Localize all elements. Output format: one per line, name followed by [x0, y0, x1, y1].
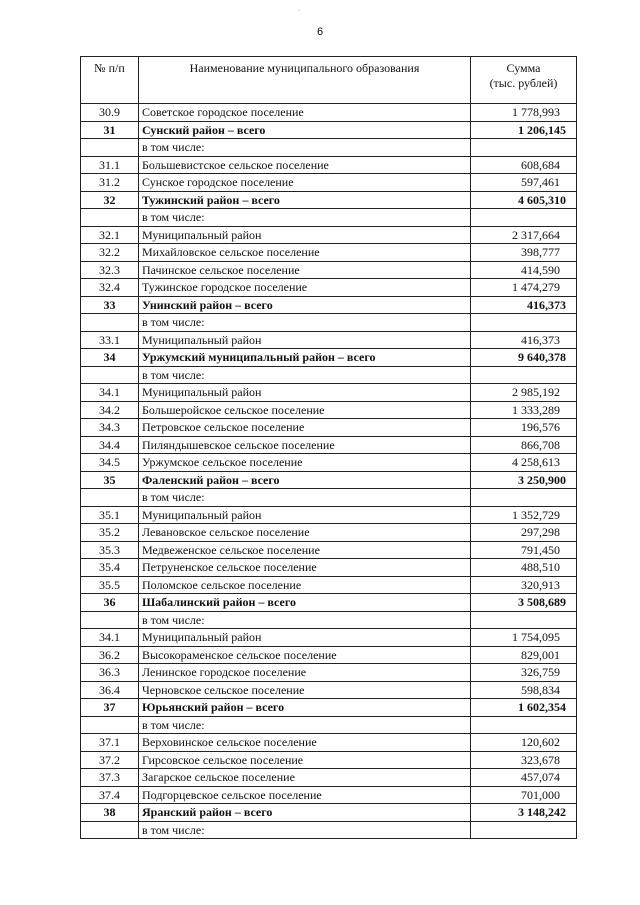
row-name: Муниципальный район [139, 629, 471, 647]
row-name: Большеройское сельское поселение [139, 401, 471, 419]
row-number: 30.9 [81, 104, 139, 122]
row-value: 3 508,689 [471, 594, 577, 612]
row-number: 32.2 [81, 244, 139, 262]
row-name: Сунское городское поселение [139, 174, 471, 192]
row-value: 414,590 [471, 261, 577, 279]
table-row [81, 594, 577, 612]
table-row [81, 664, 577, 682]
row-number [81, 209, 139, 227]
row-number: 34.2 [81, 401, 139, 419]
row-value [471, 139, 577, 157]
table-row [81, 139, 577, 157]
row-number: 35.1 [81, 506, 139, 524]
row-value [471, 314, 577, 332]
row-name: Загарское сельское поселение [139, 769, 471, 787]
row-name: Советское городское поселение [139, 104, 471, 122]
table-row [81, 279, 577, 297]
row-number [81, 489, 139, 507]
table-row [81, 611, 577, 629]
table-row [81, 541, 577, 559]
row-name: Уржумское сельское поселение [139, 454, 471, 472]
row-value: 120,602 [471, 734, 577, 752]
row-value: 608,684 [471, 156, 577, 174]
table-row [81, 471, 577, 489]
row-number [81, 139, 139, 157]
row-value: 1 602,354 [471, 699, 577, 717]
row-number: 38 [81, 804, 139, 822]
row-number: 31 [81, 121, 139, 139]
table-row [81, 296, 577, 314]
row-number: 32.1 [81, 226, 139, 244]
row-value [471, 209, 577, 227]
table-row [81, 104, 577, 122]
header-name: Наименование муниципального образования [139, 57, 471, 104]
table-row [81, 576, 577, 594]
row-number [81, 314, 139, 332]
header-sum-title: Сумма [506, 61, 541, 75]
table-row [81, 244, 577, 262]
row-name: в том числе: [139, 716, 471, 734]
row-name: Пачинское сельское поселение [139, 261, 471, 279]
row-name: Уржумский муниципальный район – всего [139, 349, 471, 367]
row-name: Петруненское сельское поселение [139, 559, 471, 577]
row-value: 1 352,729 [471, 506, 577, 524]
row-number: 37.1 [81, 734, 139, 752]
row-number: 36.3 [81, 664, 139, 682]
row-name: Гирсовское сельское поселение [139, 751, 471, 769]
row-name: Михайловское сельское поселение [139, 244, 471, 262]
row-name: в том числе: [139, 489, 471, 507]
row-value: 1 333,289 [471, 401, 577, 419]
row-name: Яранский район – всего [139, 804, 471, 822]
table-row [81, 261, 577, 279]
row-number: 35.3 [81, 541, 139, 559]
row-number: 34.5 [81, 454, 139, 472]
row-name: в том числе: [139, 139, 471, 157]
row-number [81, 821, 139, 839]
row-number: 32.3 [81, 261, 139, 279]
table-row [81, 629, 577, 647]
scan-mark: · [298, 8, 300, 14]
row-name: Верховинское сельское поселение [139, 734, 471, 752]
row-value [471, 611, 577, 629]
row-number: 31.1 [81, 156, 139, 174]
row-number: 33 [81, 296, 139, 314]
row-value: 457,074 [471, 769, 577, 787]
page-number: 6 [316, 26, 324, 38]
header-sum-unit: (тыс. рублей) [489, 76, 558, 90]
row-number: 34.3 [81, 419, 139, 437]
row-value: 1 778,993 [471, 104, 577, 122]
row-value: 416,373 [471, 296, 577, 314]
table-row [81, 681, 577, 699]
row-name: Высокораменское сельское поселение [139, 646, 471, 664]
row-name: Пиляндышевское сельское поселение [139, 436, 471, 454]
table-row [81, 419, 577, 437]
row-value: 326,759 [471, 664, 577, 682]
row-value: 297,298 [471, 524, 577, 542]
row-number [81, 366, 139, 384]
row-number [81, 716, 139, 734]
row-value: 416,373 [471, 331, 577, 349]
row-name: Тужинский район – всего [139, 191, 471, 209]
header-sum [471, 57, 577, 104]
row-number: 35.4 [81, 559, 139, 577]
row-name: в том числе: [139, 209, 471, 227]
table-row [81, 699, 577, 717]
row-number: 35 [81, 471, 139, 489]
row-name: Медвеженское сельское поселение [139, 541, 471, 559]
row-name: в том числе: [139, 314, 471, 332]
table-row [81, 401, 577, 419]
row-name: Сунский район – всего [139, 121, 471, 139]
row-number: 32 [81, 191, 139, 209]
table-row [81, 366, 577, 384]
table-row [81, 769, 577, 787]
table-row [81, 524, 577, 542]
row-value: 791,450 [471, 541, 577, 559]
row-name: Муниципальный район [139, 506, 471, 524]
row-number [81, 611, 139, 629]
row-value: 323,678 [471, 751, 577, 769]
row-number: 35.5 [81, 576, 139, 594]
row-name: Муниципальный район [139, 331, 471, 349]
table-row [81, 436, 577, 454]
row-value: 9 640,378 [471, 349, 577, 367]
row-value: 1 754,095 [471, 629, 577, 647]
row-value: 1 206,145 [471, 121, 577, 139]
row-name: Черновское сельское поселение [139, 681, 471, 699]
row-number: 32.4 [81, 279, 139, 297]
row-number: 35.2 [81, 524, 139, 542]
row-name: Унинский район – всего [139, 296, 471, 314]
row-number: 34.1 [81, 629, 139, 647]
row-number: 34.1 [81, 384, 139, 402]
row-name: Подгорцевское сельское поселение [139, 786, 471, 804]
table-row [81, 209, 577, 227]
row-number: 36.4 [81, 681, 139, 699]
row-name: Тужинское городское поселение [139, 279, 471, 297]
table-row [81, 821, 577, 839]
table-header-row [81, 57, 577, 104]
table-row [81, 559, 577, 577]
row-name: в том числе: [139, 366, 471, 384]
row-value: 598,834 [471, 681, 577, 699]
row-number: 36 [81, 594, 139, 612]
row-number: 37.3 [81, 769, 139, 787]
table-row [81, 156, 577, 174]
table-body [81, 104, 577, 839]
table-row [81, 331, 577, 349]
row-number: 31.2 [81, 174, 139, 192]
row-value: 866,708 [471, 436, 577, 454]
row-value: 701,000 [471, 786, 577, 804]
row-number: 37.4 [81, 786, 139, 804]
row-value [471, 366, 577, 384]
row-number: 36.2 [81, 646, 139, 664]
row-number: 34.4 [81, 436, 139, 454]
table-row [81, 191, 577, 209]
row-value: 320,913 [471, 576, 577, 594]
row-value: 1 474,279 [471, 279, 577, 297]
row-value [471, 716, 577, 734]
row-name: Поломское сельское поселение [139, 576, 471, 594]
header-number: № п/п [81, 57, 139, 104]
row-value: 2 985,192 [471, 384, 577, 402]
row-name: Большевистское сельское поселение [139, 156, 471, 174]
row-value: 196,576 [471, 419, 577, 437]
table-row [81, 226, 577, 244]
table-row [81, 314, 577, 332]
table-row [81, 716, 577, 734]
table-row [81, 804, 577, 822]
row-value: 398,777 [471, 244, 577, 262]
row-value [471, 489, 577, 507]
row-name: Петровское сельское поселение [139, 419, 471, 437]
table-row [81, 786, 577, 804]
row-name: Муниципальный район [139, 226, 471, 244]
row-name: Левановское сельское поселение [139, 524, 471, 542]
table-row [81, 751, 577, 769]
table-row [81, 454, 577, 472]
row-value: 3 250,900 [471, 471, 577, 489]
row-value: 488,510 [471, 559, 577, 577]
row-value: 4 605,310 [471, 191, 577, 209]
row-value: 829,001 [471, 646, 577, 664]
row-value: 2 317,664 [471, 226, 577, 244]
row-number: 34 [81, 349, 139, 367]
budget-table [80, 56, 577, 839]
table-row [81, 384, 577, 402]
row-name: Юрьянский район – всего [139, 699, 471, 717]
row-name: Муниципальный район [139, 384, 471, 402]
table-row [81, 174, 577, 192]
table-row [81, 506, 577, 524]
row-number: 37.2 [81, 751, 139, 769]
row-name: Шабалинский район – всего [139, 594, 471, 612]
row-name: в том числе: [139, 611, 471, 629]
table-row [81, 646, 577, 664]
row-value: 3 148,242 [471, 804, 577, 822]
row-name: в том числе: [139, 821, 471, 839]
row-value: 4 258,613 [471, 454, 577, 472]
table-row [81, 349, 577, 367]
table-row [81, 734, 577, 752]
table-row [81, 489, 577, 507]
row-value [471, 821, 577, 839]
table-row [81, 121, 577, 139]
row-number: 33.1 [81, 331, 139, 349]
row-name: Ленинское городское поселение [139, 664, 471, 682]
row-value: 597,461 [471, 174, 577, 192]
row-number: 37 [81, 699, 139, 717]
row-name: Фаленский район – всего [139, 471, 471, 489]
